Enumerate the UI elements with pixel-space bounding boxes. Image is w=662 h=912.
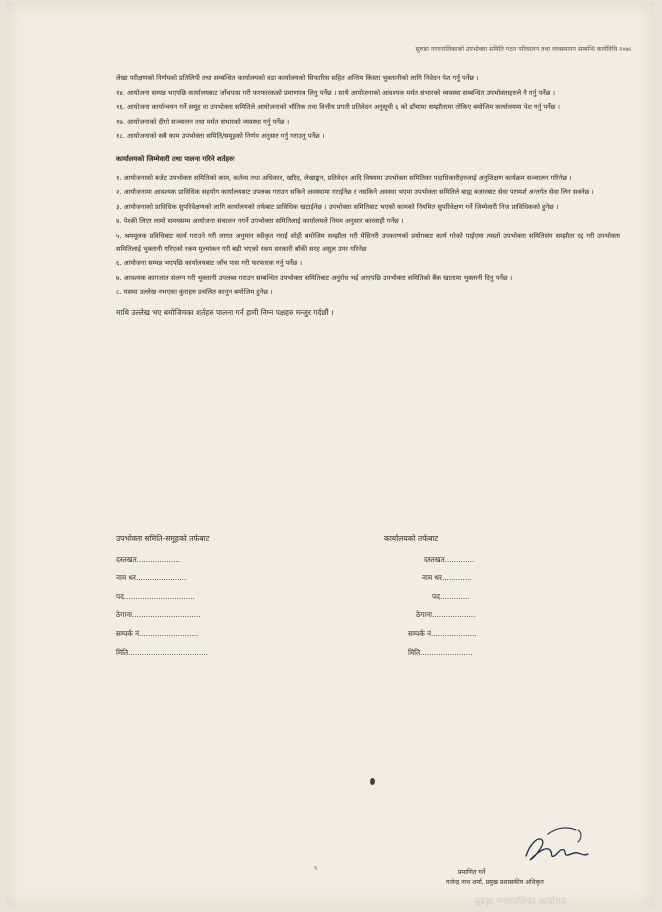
consumer-contact-field: सम्पर्क नं.......................... bbox=[116, 628, 199, 638]
office-position-field: पद............. bbox=[432, 591, 470, 601]
page-number: ९ bbox=[314, 865, 318, 872]
document-body bbox=[116, 72, 620, 327]
office-clause-8: ८. यसमा उल्लेख नभएका कुराहरु प्रचलित कानून बमोजिम हुनेछ । bbox=[116, 288, 273, 297]
handwritten-signature bbox=[520, 822, 598, 870]
consumer-committee-title: उपभोक्ता समिति-समूहको तर्फबाट bbox=[116, 534, 210, 543]
office-signatory bbox=[384, 530, 477, 662]
document-page bbox=[6, 2, 654, 906]
office-contact-field: सम्पर्क नं.................... bbox=[408, 628, 477, 638]
clause-16: १६. आयोजना कार्यान्वयन गर्ने समूह वा उपभोक्ता समितिले आयोजनाको भौतिक तथा वित्तीय प्रगती प्रतिवेदन अनुसूची ६ को ढाँचामा सम्झौतामा तोकिए बमोजिम कार्यालयमा पेश गर्नु पर्नेछ । bbox=[116, 103, 561, 112]
consumer-date-field: मिति................................... bbox=[116, 647, 209, 657]
office-clause-2: २. आयोजनामा आवश्यक प्राविधिक सहयोग कार्यालयबाट उपलब्ध गराउन सकिने अवस्थामा गराईनेछ र नसकिने अवस्था भएमा उपभोक्ता समितिले बाह्य बजारबाट सेवा परामर्श अन्तर्गत सेवा लिन सक्नेछ । bbox=[116, 188, 594, 197]
consumer-signature-field: दस्तखत................... bbox=[116, 554, 181, 564]
running-header: सुरुङा नगरपालिकाको उपभोक्ता समिति गठन परिचालन तथा व्यवस्थापन सम्बन्धि कार्यविधि २०७८ bbox=[415, 46, 632, 53]
ink-spot bbox=[370, 778, 375, 785]
consumer-committee-signatory bbox=[116, 530, 209, 662]
office-address-field: ठेगाना................... bbox=[416, 610, 476, 620]
office-clause-7: ७. आवश्यक कागजात संलग्न गरी भुक्तानी उपलब्ध गराउन सम्बन्धित उपभोक्ता समितिबाट अनुरोध भई आएपछि उपभोक्ता समितिको बैंक खातामा भुक्तानी दिनु पर्नेछ । bbox=[116, 273, 513, 282]
faded-stamp-text: सुरुङ्गा नगरपालिका कार्यालय bbox=[474, 897, 567, 906]
office-date-field: मिति....................... bbox=[408, 647, 473, 657]
clause-15: १४. आयोजना सम्पन्न भएपछि कार्यालयबाट जाँचपास गरी फरफारकको प्रमाणपत्र लिनु पर्नेछ । साथै आयोजनाको आवश्यक मर्मत संभारको व्यवस्था सम्बन्धित उपभोक्ताहरुले नै गर्नु पर्नेछ । bbox=[116, 88, 556, 97]
consumer-address-field: ठेगाना.............................. bbox=[116, 610, 201, 620]
attestation-block bbox=[446, 868, 544, 888]
consumer-position-field: पद............................... bbox=[116, 591, 195, 601]
office-clause-1: १. आयोजनाको बजेट उपभोक्ता समितिको काम, कर्तव्य तथा अधिकार, खरिद, लेखाङ्कन, प्रतिवेदन आदि विषयमा उपभोक्ता समितिका पदाधिकारीहरुलाई अनुशिक्षण कार्यक्रम सञ्चालन गरिनेछ । bbox=[116, 173, 572, 182]
attestation-label: प्रमाणित गर्ने bbox=[458, 869, 486, 876]
office-name-field: नाम थर............. bbox=[422, 573, 472, 583]
clause-18: १८. आयोजनाको सबै काम उपभोक्ता समिति/समूहको निर्णय अनुसार गर्नु गराउनु पर्नेछ । bbox=[116, 132, 325, 141]
office-clause-3: ३. आयोजनाको प्राविधिक सुपरिवेक्षणको लागि कार्यालयको तर्फबाट प्राविधिक खटाईनेछ । उपभोक्ता समितिबाट भएको कामको नियमित सुपरिवेक्षण गर्ने जिम्मेवारी निज प्राविधिकको हुनेछ । bbox=[116, 202, 559, 211]
clause-17: १७. आयोजनाको दीगो सञ्चालन तथा मर्मत संभारको व्यवस्था गर्नु पर्नेछ । bbox=[116, 117, 290, 126]
office-section-title: कार्यालयको जिम्मेवारी तथा पालना गरिने शर्तहरुः bbox=[116, 154, 235, 163]
attestation-name: गजेन्द्र नाथ शर्मा, प्रमुख प्रशासकीय अधिकृत bbox=[446, 879, 544, 886]
office-clause-4: ४. पेश्की लिएर लामो समयसम्म आयोजना संचालन नगर्ने उपभोक्ता समितिलाई कार्यालयले नियम अनुसार कारवाही गर्नेछ । bbox=[116, 217, 404, 226]
office-signatory-title: कार्यालयको तर्फबाट bbox=[384, 534, 439, 543]
office-signature-field: दस्तखत............. bbox=[424, 554, 475, 564]
office-clause-6: ६. आयोजना सम्पन्न भएपछि कार्यालयबाट जाँच पास गरी फरफारक गर्नु पर्नेछ । bbox=[116, 259, 302, 268]
consumer-name-field: नाम थर...................... bbox=[116, 573, 187, 583]
clause-continuation: लेखा परीक्षणको निर्णयको प्रतिलिपी तथा सम्बन्धित कार्यालयको वडा कार्यालयको सिफारिस सहित अन्तिम किस्ता भुक्तानीको लागि निवेदन पेश गर्नु पर्नेछ । bbox=[116, 74, 479, 82]
agreement-statement: माथि उल्लेख भए बमोजिमका शर्तहरु पालना गर्न हामी निम्न पक्षहरु मन्जुर गर्दछौं । bbox=[116, 307, 334, 317]
office-clause-5: ५. श्रममूलक प्रविधिबाट कार्य गराउने गरी लागत अनुमान स्वीकृत गराई सोही बमोजिम सम्झौता गरी मेसिनरी उपकरणको प्रयोगबाट कार्य गरेको पाईएमा त्यस्तो उपभोक्ता समितिसंग सम्झौता रद्द गरी उपभोक्ता समितिलाई भुक्तानी गरिएको रकम मुल्यांकन गरी बढी भएको रकम सरकारी बाँकी सरह असुल उपर गरिनेछ bbox=[116, 231, 620, 253]
